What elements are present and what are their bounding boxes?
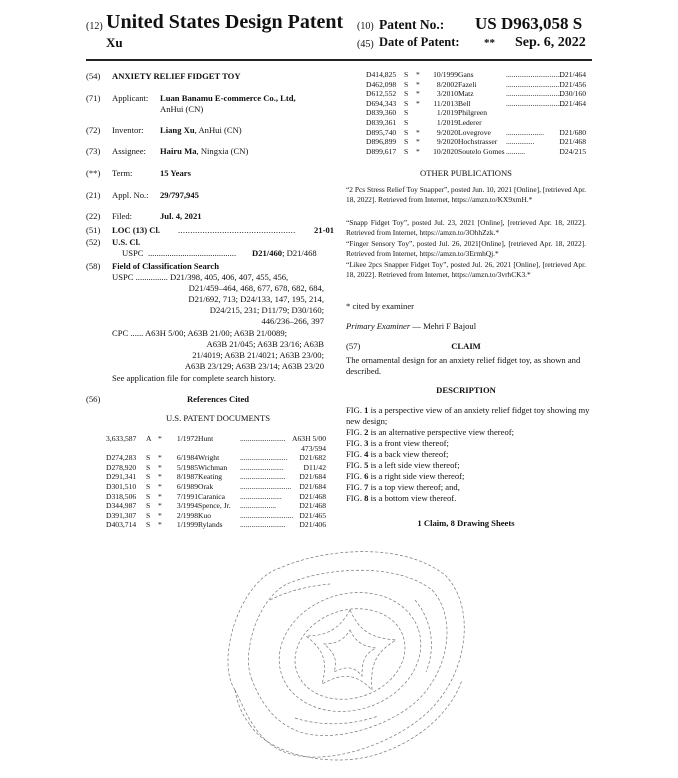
examiner-name: — Mehri F Bajoul: [410, 321, 477, 331]
inventor-surname: Xu: [106, 35, 123, 50]
document-title: United States Design Patent: [106, 11, 344, 33]
ref-date: 3/2010: [436, 89, 458, 99]
ref-dots: ............................: [506, 79, 560, 89]
assignee-label: Assignee:: [112, 146, 146, 156]
ref-date: 5/1985: [176, 462, 198, 472]
fig-prefix: FIG.: [346, 427, 365, 437]
assignee-line: [160, 146, 248, 157]
reference-row: [366, 147, 586, 157]
appl-no-label: Appl. No.:: [112, 190, 149, 200]
fig-number: 3: [364, 438, 369, 448]
ref-class: 473/594: [301, 443, 326, 453]
ref-dots: ....................: [506, 127, 544, 137]
code-71: (71): [86, 93, 101, 103]
ref-class: [550, 108, 586, 118]
publication-3: “Finger Sensory Toy”, posted Jul. 26, 2021[Online], [retrieved Apr. 18, 2022]. Retrieved from Internet, https://amzn.to/3ErmhQj.*: [346, 239, 586, 258]
kind-code: S: [404, 146, 409, 156]
ref-date: 6/1984: [176, 453, 198, 463]
ref-dots: ..........: [506, 146, 525, 156]
kind-code: S: [404, 79, 409, 89]
kind-code: S: [146, 501, 151, 511]
patent-number: D391,307: [106, 510, 137, 520]
cited-star: *: [416, 79, 420, 89]
patent-number: D318,506: [106, 491, 137, 501]
ref-dots: [506, 118, 550, 128]
ref-class: A63H 5/00: [292, 434, 326, 443]
code-21: (21): [86, 190, 101, 200]
patent-number: US D963,058 S: [475, 14, 583, 33]
ref-class: D11/42: [303, 462, 326, 472]
fig-prefix: FIG.: [346, 405, 365, 415]
claims-summary: 1 Claim, 8 Drawing Sheets: [417, 518, 515, 528]
code-12: (12): [86, 21, 103, 32]
fig-text: is a left side view thereof;: [368, 460, 460, 470]
ref-dots: .......................: [240, 462, 284, 472]
field-uspc-line: USPC ............... D21/398, 405, 406, 407, 455, 456,: [112, 272, 289, 282]
kind-code: S: [404, 70, 409, 79]
ref-name: Keating: [198, 472, 223, 482]
cited-star: [416, 108, 428, 118]
figure-description: [346, 427, 596, 438]
ref-date: 3/1994: [176, 501, 198, 511]
reference-row: [106, 434, 326, 444]
reference-row: [366, 118, 586, 128]
cpc-line-1: A63B 21/045; A63B 23/16; A63B: [206, 339, 324, 349]
loc-value: 21-01: [314, 225, 335, 235]
appl-no-value: 29/797,945: [160, 190, 199, 200]
ref-date: 1/1999: [176, 520, 198, 530]
kind-code: S: [146, 472, 151, 482]
field-line-1: D21/459–464, 468, 677, 678, 682, 684,: [188, 283, 324, 293]
cited-star: *: [416, 98, 420, 108]
cited-star: *: [158, 491, 162, 501]
ref-dots: ........................: [240, 520, 286, 530]
fig-number: 6: [364, 471, 369, 481]
ref-class: D30/160: [559, 89, 586, 99]
body-bottom-edge: [250, 680, 462, 760]
fig-text: is a back view thereof;: [368, 449, 449, 459]
patent-date: Sep. 6, 2022: [515, 35, 586, 50]
shading-line-3: [295, 716, 378, 724]
figure-description: [346, 460, 596, 471]
kind-code: S: [146, 491, 151, 501]
field-cpc-line: CPC ...... A63H 5/00; A63B 21/00; A63B 21/0089;: [112, 328, 288, 338]
patent-no-label: Patent No.:: [379, 17, 445, 32]
code-51: (51): [86, 225, 101, 235]
ref-class: D24/215: [559, 146, 586, 156]
patent-number: D414,825: [366, 70, 397, 79]
reference-row: [106, 444, 326, 454]
description-label: DESCRIPTION: [436, 385, 496, 395]
ref-date: 11/2013: [433, 98, 458, 108]
fig-prefix: FIG.: [346, 449, 365, 459]
patent-number: 3,633,587: [106, 434, 137, 443]
patent-number: D694,343: [366, 98, 397, 108]
inner-bevel-outline: [248, 570, 447, 735]
fig-text: is a front view thereof;: [368, 438, 449, 448]
patent-number: D291,341: [106, 472, 137, 482]
ref-name: Philgreen: [458, 108, 488, 118]
patent-number: D899,617: [366, 146, 397, 156]
patent-number: D895,740: [366, 127, 397, 137]
patent-number: D839,361: [366, 118, 397, 127]
cited-star: [158, 444, 168, 454]
fig-number: 7: [364, 482, 369, 492]
uspc-value: [252, 248, 317, 259]
figure-description: [346, 438, 596, 449]
inventor-label: Inventor:: [112, 125, 144, 135]
us-cl-label: U.S. Cl.: [112, 237, 141, 247]
kind-code: S: [146, 482, 151, 491]
code-56: (56): [86, 394, 101, 404]
kind-code: A: [146, 434, 152, 443]
examiner-line: [346, 321, 476, 332]
kind-code: S: [404, 137, 409, 147]
ref-class: D21/468: [559, 137, 586, 147]
ref-date: 6/1989: [176, 482, 198, 491]
us-patent-docs-label: U.S. PATENT DOCUMENTS: [165, 413, 271, 423]
ref-date: 1/1972: [176, 434, 198, 443]
fig-text: is a top view thereof; and,: [368, 482, 460, 492]
ref-name: Orak: [198, 482, 214, 491]
filed-value: Jul. 4, 2021: [160, 211, 202, 221]
ref-name: Wichman: [198, 462, 228, 472]
publication-4: “Likee 2pcs Snapper Fidget Toy”, posted Jul. 26, 2021 [Online], [retrieved Apr. 18, 2022]. Retrieved from Internet, https://amzn.to/3vrhCK3.*: [346, 260, 586, 279]
ref-class: D21/456: [559, 79, 586, 89]
field-line-4: 446/236–266, 397: [261, 316, 324, 326]
ref-dots: ...............................: [506, 98, 565, 108]
code-72: (72): [86, 125, 101, 135]
ref-dots: ......................: [240, 491, 282, 501]
other-pubs-label: OTHER PUBLICATIONS: [420, 168, 512, 178]
references-cited-label: References Cited: [186, 394, 250, 404]
design-title: ANXIETY RELIEF FIDGET TOY: [112, 71, 241, 81]
kind-code: S: [404, 108, 409, 118]
cited-star: *: [158, 434, 162, 443]
date-stars: **: [484, 37, 495, 49]
fig-number: 5: [364, 460, 369, 470]
cited-star: *: [416, 146, 420, 156]
reference-row: [366, 80, 586, 90]
patent-number: D612,552: [366, 89, 397, 99]
code-57: (57): [346, 341, 361, 351]
kind-code: S: [146, 510, 151, 520]
assignee-location: , Ningxia (CN): [196, 146, 249, 156]
reference-row: [106, 501, 326, 511]
ref-date: 1/2019: [436, 108, 458, 118]
ref-date: 7/1991: [176, 491, 198, 501]
fidget-toy-drawing: [200, 540, 480, 770]
ref-name: Rylands: [198, 520, 223, 530]
cpc-line-2: 21/4019; A63B 21/4021; A63B 23/00;: [192, 350, 324, 360]
ref-class: D21/680: [559, 127, 586, 137]
uspc-dots: .........................................: [148, 248, 237, 258]
term-value: 15 Years: [160, 168, 191, 178]
reference-row: [106, 492, 326, 502]
patent-number: D839,360: [366, 108, 397, 118]
ref-date: 1/2019: [436, 118, 458, 127]
cited-by-examiner: * cited by examiner: [346, 301, 415, 311]
fig-prefix: FIG.: [346, 493, 365, 503]
code-73: (73): [86, 146, 101, 156]
ref-name: [198, 444, 240, 454]
kind-code: S: [404, 118, 409, 127]
patent-number: D274,283: [106, 453, 137, 463]
fig-text: is an alternative perspective view thereof;: [368, 427, 515, 437]
ref-class: [550, 118, 586, 128]
code-10: (10): [357, 21, 374, 32]
kind-code: S: [146, 453, 151, 463]
ref-class: D21/684: [299, 472, 326, 482]
ref-name: Lovegrove: [458, 127, 491, 137]
fig-text: is a bottom view thereof.: [368, 493, 457, 503]
kind-code: [146, 444, 158, 454]
ref-dots: ...........................: [240, 482, 292, 491]
see-application: See application file for complete search history.: [112, 373, 276, 383]
ref-dots: ..............................: [506, 70, 563, 79]
reference-row: [106, 482, 326, 492]
ref-dots: ........................: [240, 472, 286, 482]
code-term: (**): [86, 168, 101, 178]
ref-class: D21/468: [299, 491, 326, 501]
kind-code: S: [404, 89, 409, 99]
fig-number: 2: [364, 427, 369, 437]
cited-star: *: [158, 520, 162, 530]
ref-name: Kuo: [198, 510, 212, 520]
ref-date: 10/1999: [433, 70, 458, 79]
publication-2: “Snapp Fidget Toy”, posted Jul. 23, 2021 [Online], [retrieved Apr. 18, 2022]. Retrieved from Internet, https://amzn.to/3OhhZzk.*: [346, 218, 586, 237]
code-52: (52): [86, 237, 101, 247]
fig-text: is a right side view thereof;: [368, 471, 465, 481]
ref-name: Fazeli: [458, 79, 477, 89]
kind-code: S: [404, 127, 409, 137]
ref-name: Gans: [458, 70, 474, 79]
ref-class: D21/465: [299, 510, 326, 520]
reference-row: [106, 520, 326, 530]
ref-name: Hochstrasser: [458, 137, 498, 147]
uspc-rest: ; D21/468: [282, 248, 317, 258]
ref-dots: [506, 108, 550, 118]
ref-name: Wright: [198, 453, 220, 463]
claim-text: The ornamental design for an anxiety relief fidget toy, as shown and described.: [346, 355, 581, 376]
figure-description: [346, 405, 596, 427]
filed-label: Filed:: [112, 211, 133, 221]
fig-number: 1: [364, 405, 369, 415]
fig-number: 8: [364, 493, 369, 503]
cited-star: *: [158, 482, 162, 491]
shading-line-2: [415, 600, 431, 672]
cited-star: *: [416, 127, 420, 137]
reference-row: [366, 70, 586, 80]
ref-date: 9/2020: [436, 137, 458, 147]
center-star-shape: [306, 610, 396, 690]
ref-date: 9/2020: [436, 127, 458, 137]
kind-code: S: [404, 98, 409, 108]
uspc-label: USPC: [122, 248, 144, 258]
figure-description: [346, 493, 596, 504]
header-rule: [86, 59, 592, 61]
code-54: (54): [86, 71, 101, 81]
fig-number: 4: [364, 449, 369, 459]
ref-class: D21/468: [299, 501, 326, 511]
term-label: Term:: [112, 168, 133, 178]
center-dish-inner: [283, 595, 417, 713]
examiner-label: Primary Examiner: [346, 321, 411, 331]
ref-name: Matz: [458, 89, 474, 99]
loc-label: LOC (13) Cl.: [112, 225, 160, 235]
cpc-line-3: A63B 23/129; A63B 23/14; A63B 23/20: [184, 361, 324, 371]
shading-line-1: [270, 584, 330, 600]
ref-date: 8/1987: [176, 472, 198, 482]
publication-1: “2 Pcs Stress Relief Toy Snapper”, posted Jun. 10, 2021 [Online], [retrieved Apr. 18, 2022]. Retrieved from Internet, https://amzn.to/KX9xmH.*: [346, 185, 586, 204]
fig-text: is a perspective view of an anxiety relief fidget toy showing my new design;: [346, 405, 590, 426]
ref-dots: ............................: [240, 510, 294, 520]
cited-star: *: [416, 70, 420, 79]
uspc-main: D21/460: [252, 248, 283, 258]
inventor-line: [160, 125, 242, 136]
ref-dots: ...............: [506, 137, 535, 147]
ref-class: D21/464: [559, 70, 586, 79]
code-58: (58): [86, 261, 101, 271]
ref-class: D21/406: [299, 520, 326, 530]
ref-name: Bell: [458, 98, 471, 108]
patent-number: D301,510: [106, 482, 137, 491]
ref-date: 2/1998: [176, 510, 198, 520]
cited-star: *: [416, 89, 420, 99]
inventor-location: , AnHui (CN): [194, 125, 242, 135]
applicant-label: Applicant:: [112, 93, 149, 103]
ref-name: Soutelo Gomes: [458, 146, 505, 156]
cited-star: *: [158, 472, 162, 482]
applicant-name: Luan Banamu E-commerce Co., Ltd,: [160, 93, 296, 103]
reference-row: [366, 128, 586, 138]
ref-name: Caranica: [198, 491, 225, 501]
cited-star: [416, 118, 428, 128]
ref-class: D21/464: [559, 98, 586, 108]
ref-class: D21/682: [299, 453, 326, 463]
fig-prefix: FIG.: [346, 460, 365, 470]
date-label: Date of Patent:: [379, 35, 460, 49]
ref-dots: ...................: [240, 501, 277, 511]
reference-row: [366, 108, 586, 118]
fig-prefix: FIG.: [346, 482, 365, 492]
patent-number: D896,899: [366, 137, 397, 147]
cited-star: *: [158, 453, 162, 463]
cited-star: *: [158, 501, 162, 511]
fig-prefix: FIG.: [346, 438, 365, 448]
inventor-name: Liang Xu: [160, 125, 195, 135]
ref-date: 10/2020: [433, 146, 458, 156]
field-search-label: Field of Classification Search: [112, 261, 220, 271]
figure-description: [346, 471, 596, 482]
reference-row: [106, 472, 326, 482]
ref-date: 8/2002: [436, 79, 458, 89]
patent-number: D278,920: [106, 462, 137, 472]
loc-dots: ................................................: [178, 225, 296, 235]
ref-dots: [240, 444, 290, 454]
reference-row: [366, 137, 586, 147]
applicant-location: AnHui (CN): [160, 104, 204, 114]
ref-dots: ........................: [240, 434, 286, 443]
reference-row: [106, 511, 326, 521]
claim-label: CLAIM: [451, 341, 481, 351]
ref-name: Hunt: [198, 434, 214, 443]
cited-star: *: [158, 462, 162, 472]
center-star-inner: [324, 630, 376, 676]
assignee-name: Hairu Ma: [160, 146, 197, 156]
reference-row: [366, 89, 586, 99]
ref-dots: .........................: [240, 453, 288, 463]
cited-star: *: [158, 510, 162, 520]
reference-row: [366, 99, 586, 109]
kind-code: S: [146, 520, 151, 530]
field-line-3: D24/215, 231; D11/79; D30/160;: [209, 305, 324, 315]
patent-number: D344,987: [106, 501, 137, 511]
ref-dots: ..............................: [506, 89, 563, 99]
reference-row: [106, 463, 326, 473]
patent-number: D403,714: [106, 520, 137, 530]
cited-star: *: [416, 137, 420, 147]
ref-class: D21/684: [299, 482, 326, 491]
field-line-2: D21/692, 713; D24/133, 147, 195, 214,: [188, 294, 324, 304]
ref-date: [168, 444, 198, 454]
ref-name: Lederer: [458, 118, 482, 127]
kind-code: S: [146, 462, 151, 472]
figure-description: [346, 449, 596, 460]
patent-number: [106, 444, 146, 454]
code-22: (22): [86, 211, 101, 221]
fig-prefix: FIG.: [346, 471, 365, 481]
code-45: (45): [357, 39, 374, 50]
figure-description: [346, 482, 596, 493]
reference-row: [106, 453, 326, 463]
patent-number: D462,098: [366, 79, 397, 89]
ref-name: Spence, Jr.: [198, 501, 231, 511]
